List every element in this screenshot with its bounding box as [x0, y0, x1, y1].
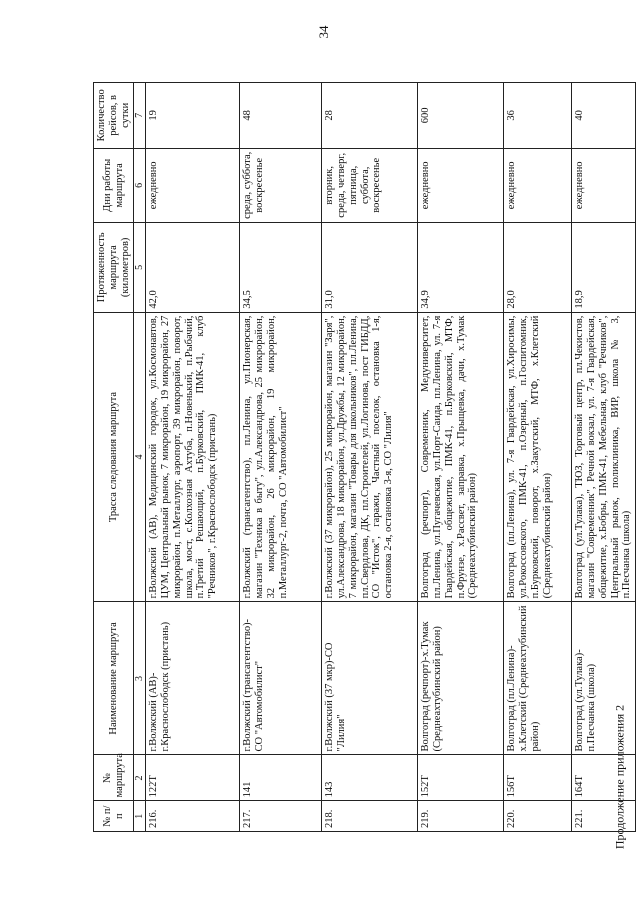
trips-per-day: 28 [322, 83, 418, 149]
route-number: 141 [240, 755, 322, 801]
route-name: г.Волжский (АВ)-г.Краснослободск (пристань) [146, 602, 240, 755]
header-route-path: Трасса следования маршрута [94, 312, 134, 602]
continuation-note: Продолжение приложения 2 [612, 704, 627, 850]
route-number: 156Т [504, 755, 572, 801]
route-length: 34,5 [240, 222, 322, 312]
route-name: Волгоград (ул.Тулака)-п.Песчанка (школа) [572, 602, 636, 755]
table-row [322, 83, 418, 832]
route-number: 164Т [572, 755, 636, 801]
route-length: 42,0 [146, 222, 240, 312]
header-trips-per-day: Количество рейсов, в сутки [94, 83, 134, 149]
column-number: 4 [134, 312, 146, 602]
header-route-name: Наименование маршрута [94, 602, 134, 755]
trips-per-day: 40 [572, 83, 636, 149]
route-path: г.Волжский (37 микрорайон), 25 микрорайон, магазин "Заря", ул.Александрова, 18 микрорайон, ул.Дружбы, 12 микрорайон, 7 микрорайон, магазин "Товары для школьников", пл.Ленина, пл.Свердлова, ДК, пл.Строителей, ул.Логинова, пост ГИБДД, СО "Исток", гаражи, Частный поселок, остановка 1-я, остановка 2-я, остановка 3-я, СО "Лилия" [322, 312, 418, 602]
route-number: 152Т [418, 755, 504, 801]
work-days: ежедневно [504, 148, 572, 222]
work-days: ежедневно [418, 148, 504, 222]
trips-per-day: 36 [504, 83, 572, 149]
column-number: 3 [134, 602, 146, 755]
row-index: 221. [572, 801, 636, 832]
route-length: 28,0 [504, 222, 572, 312]
column-number: 1 [134, 801, 146, 832]
column-number-row [134, 83, 146, 832]
header-idx: № п/п [94, 801, 134, 832]
routes-table [93, 82, 636, 832]
row-index: 220. [504, 801, 572, 832]
table-row [572, 83, 636, 832]
work-days: среда, суббота, воскресенье [240, 148, 322, 222]
route-name: г.Волжский (трансагентство)-СО "Автомобилист" [240, 602, 322, 755]
table-row [146, 83, 240, 832]
route-name: Волгоград (речпорт)-х.Тумак (Среднеахтубинский район) [418, 602, 504, 755]
header-route-length: Протяженность маршрута (километров) [94, 222, 134, 312]
row-index: 216. [146, 801, 240, 832]
row-index: 218. [322, 801, 418, 832]
trips-per-day: 19 [146, 83, 240, 149]
route-path: Волгоград (речпорт), Современник, Медуниверситет, пл.Ленина, ул.Пугачевская, ул.Порт-Саида, пл.Ленина, ул. 7-я Гвардейская, общежитие, ПМК-41, п.Бурковский, МТФ, п.Фрунзе, х.Рассвет, заправка, х.Прыщевка, дачи, х.Тумак (Среднеахтубинский район) [418, 312, 504, 602]
route-name: Волгоград (пл.Ленина)-х.Клетский (Среднеахтубинский район) [504, 602, 572, 755]
route-path: Волгоград (пл.Ленина), ул. 7-я Гвардейская, ул.Хиросимы, ул.Рокоссовского, ПМК-41, п.Озерный, п.Госпитомник, п.Бурковский, поворот, х.Закутский, МТФ, х.Клетский (Среднеахтубинский район) [504, 312, 572, 602]
header-route-number: № маршрута [94, 755, 134, 801]
trips-per-day: 48 [240, 83, 322, 149]
work-days: вторник, среда, четверг, пятница, суббота, воскресенье [322, 148, 418, 222]
column-number: 6 [134, 148, 146, 222]
row-index: 219. [418, 801, 504, 832]
column-number: 7 [134, 83, 146, 149]
route-length: 34,9 [418, 222, 504, 312]
header-work-days: Дни работы маршрута [94, 148, 134, 222]
column-number: 2 [134, 755, 146, 801]
table-row [418, 83, 504, 832]
header-row [94, 83, 134, 832]
table-row [240, 83, 322, 832]
route-path: Волгоград (ул.Тулака), ТЮЗ, Торговый центр, пл.Чекистов, магазин "Современник", Речной вокзал, ул. 7-я Гвардейская, общежитие, х.Бобры, ПМК-41, Мебельная, клуб "Речников", Центральный рынок, поликлиника, ВИР, школа № 3, п.Песчанка (школа) [572, 312, 636, 602]
route-number: 143 [322, 755, 418, 801]
trips-per-day: 600 [418, 83, 504, 149]
table-row [504, 83, 572, 832]
work-days: ежедневно [572, 148, 636, 222]
row-index: 217. [240, 801, 322, 832]
route-number: 122Т [146, 755, 240, 801]
route-name: г.Волжский (37 мкр)-СО "Лилия" [322, 602, 418, 755]
route-length: 31,0 [322, 222, 418, 312]
page-number: 34 [316, 25, 331, 39]
column-number: 5 [134, 222, 146, 312]
route-path: г.Волжский (трансагентство), пл.Ленина, ул.Пионерская, магазин "Техника в быту", ул.Александрова, 25 микрорайон, 32 микрорайон, 26 микрорайон, 19 микрорайон, п.Металлург-2, почта, СО "Автомобилист" [240, 312, 322, 602]
work-days: ежедневно [146, 148, 240, 222]
route-path: г.Волжский (АВ), Медицинский городок, ул.Космонавтов, ЦУМ, Центральный рынок, 7 микрорайон, 19 микрорайон, 27 микрорайон, п.Металлург, аэропорт, 39 микрорайон, поворот, школа, мост, с.Колхозная Ахтуба, п.Новенький, п.Рыбачий, п.Третий Решающий, п.Бурковский, ПМК-41, клуб "Речников", г.Краснослободск (пристань) [146, 312, 240, 602]
route-length: 18,9 [572, 222, 636, 312]
